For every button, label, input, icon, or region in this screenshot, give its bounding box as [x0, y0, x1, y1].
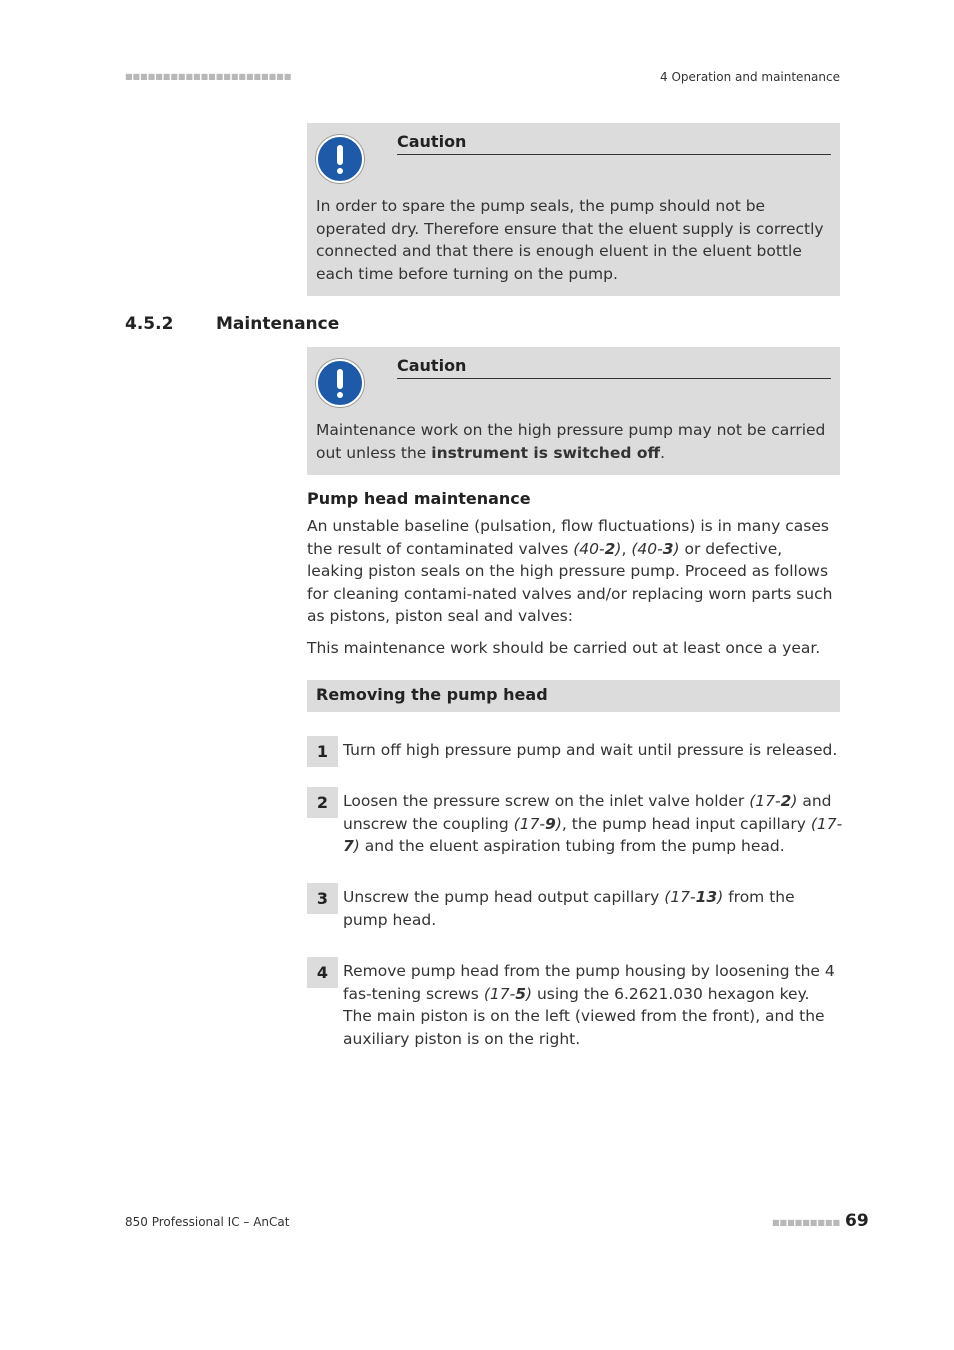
procedure-heading-text: Removing the pump head: [316, 685, 548, 704]
caution-title: Caution: [397, 132, 831, 155]
header-decoration: ■■■■■■■■■■■■■■■■■■■■■■: [125, 72, 292, 81]
caution-box-pump-seals: [307, 123, 840, 296]
paragraph-baseline: An unstable baseline (pulsation, flow fluctuations) is in many cases the result of contaminated valves (40-2), (40-3) or defective, leaking piston seals on the high pressure pump. Proceed as follows for cleaning contami-nated valves and/or replacing worn parts such as pistons, piston seal and valves:: [307, 517, 833, 625]
page-number: 69: [845, 1211, 869, 1231]
step-text: Remove pump head from the pump housing by loosening the 4 fas-tening screws (17-5) using the 6.2621.030 hexagon key. The main piston is on the left (viewed from the front), and the auxiliary piston is on the right.: [343, 962, 835, 1048]
step-text: Unscrew the pump head output capillary (17-13) from the pump head.: [343, 888, 795, 929]
header-chapter: 4 Operation and maintenance: [660, 70, 840, 84]
step-number: 3: [307, 883, 338, 914]
footer-decoration: ■■■■■■■■■: [772, 1218, 841, 1227]
caution-text: In order to spare the pump seals, the pump should not be operated dry. Therefore ensure that the eluent supply is correctly connected and that there is enough eluent in the eluent bottle each time before turning on the pump.: [316, 197, 824, 283]
caution-text: Maintenance work on the high pressure pump may not be carried out unless the instrument is switched off.: [316, 421, 826, 462]
step-text: Loosen the pressure screw on the inlet valve holder (17-2) and unscrew the coupling (17-9), the pump head input capillary (17-7) and the eluent aspiration tubing from the pump head.: [343, 792, 843, 855]
procedure-heading: [307, 680, 840, 712]
step-number: 4: [307, 957, 338, 988]
exclamation-icon: [316, 359, 364, 407]
section-title: Maintenance: [216, 314, 340, 334]
section-number: 4.5.2: [125, 314, 174, 334]
exclamation-icon: [316, 135, 364, 183]
caution-title: Caution: [397, 356, 831, 379]
caution-box-switched-off: [307, 347, 840, 475]
subsection-heading: Pump head maintenance: [307, 489, 531, 508]
step-text: Turn off high pressure pump and wait until pressure is released.: [343, 741, 838, 759]
paragraph-frequency: This maintenance work should be carried out at least once a year.: [307, 639, 821, 657]
step-number: 1: [307, 736, 338, 767]
step-number: 2: [307, 787, 338, 818]
footer-product: 850 Professional IC – AnCat: [125, 1215, 290, 1229]
